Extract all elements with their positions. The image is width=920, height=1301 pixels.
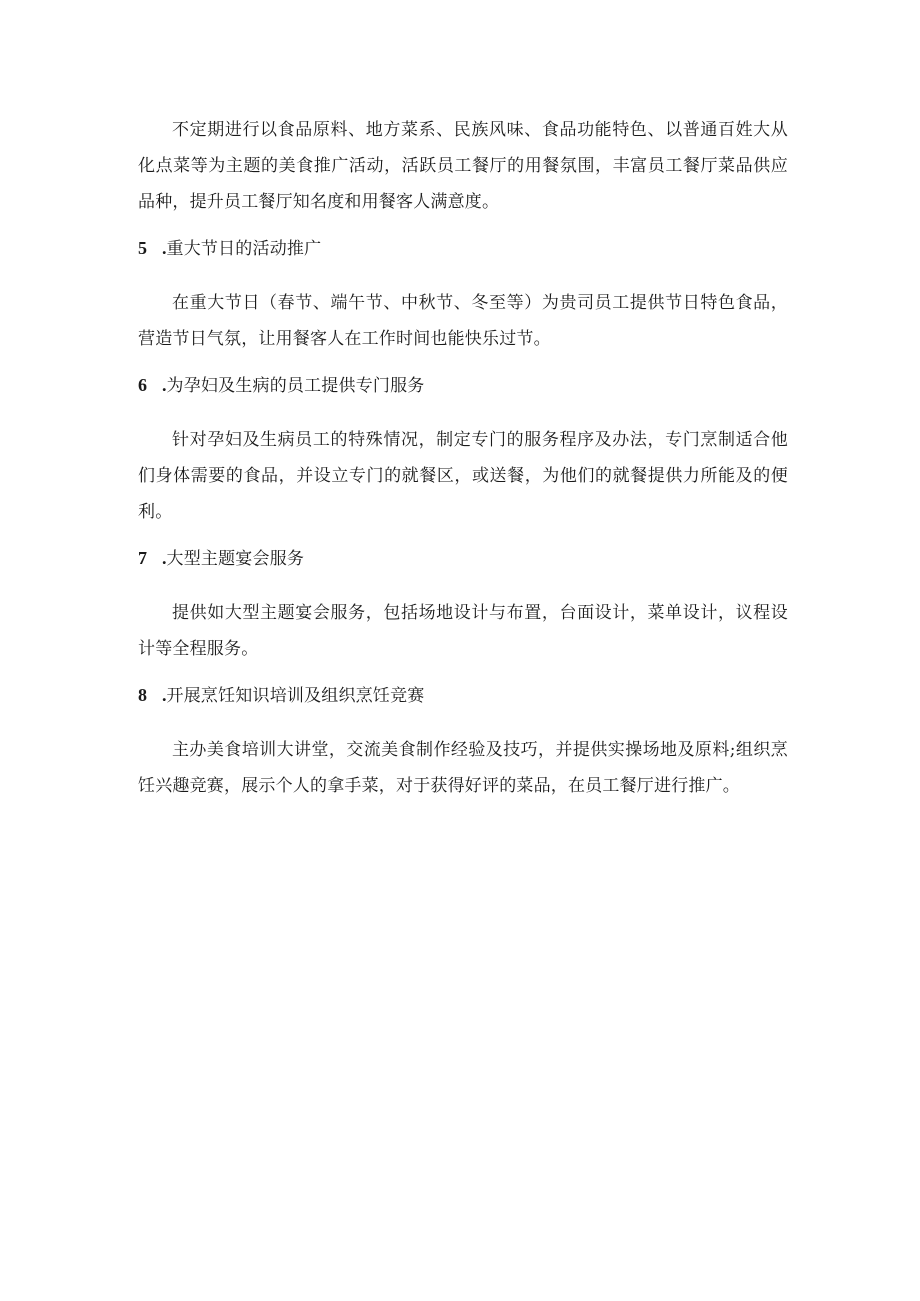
section-title: 重大节日的活动推广 <box>166 239 322 259</box>
section-title: 为孕妇及生病的员工提供专门服务 <box>166 376 425 396</box>
intro-paragraph: 不定期进行以食品原料、地方菜系、民族风味、食品功能特色、以普通百姓大从化点菜等为主题的美食推广活动，活跃员工餐厅的用餐氛围，丰富员工餐厅菜品供应品种，提升员工餐厅知名度和用餐客人满意度。 <box>138 120 788 212</box>
section-number: 7 <box>138 548 147 568</box>
section-separator: . <box>162 685 167 705</box>
section-body: 在重大节日（春节、端午节、中秋节、冬至等）为贵司员工提供节日特色食品，营造节日气氛，让用餐客人在工作时间也能快乐过节。 <box>138 293 788 349</box>
section-5 <box>138 230 788 357</box>
section-heading <box>138 677 788 714</box>
section-number: 5 <box>138 238 147 258</box>
section-8 <box>138 677 788 804</box>
section-6 <box>138 367 788 530</box>
section-separator: . <box>162 375 167 395</box>
section-heading <box>138 230 788 267</box>
section-separator: . <box>162 238 167 258</box>
section-heading <box>138 367 788 404</box>
section-heading <box>138 540 788 577</box>
section-body: 主办美食培训大讲堂，交流美食制作经验及技巧，并提供实操场地及原料;组织烹饪兴趣竞赛，展示个人的拿手菜，对于获得好评的菜品，在员工餐厅进行推广。 <box>138 740 788 796</box>
section-body: 针对孕妇及生病员工的特殊情况，制定专门的服务程序及办法，专门烹制适合他们身体需要的食品，并设立专门的就餐区，或送餐，为他们的就餐提供力所能及的便利。 <box>138 430 788 522</box>
section-title: 开展烹饪知识培训及组织烹饪竞赛 <box>166 686 425 706</box>
document-body <box>138 112 788 804</box>
section-7 <box>138 540 788 667</box>
section-body: 提供如大型主题宴会服务，包括场地设计与布置，台面设计，菜单设计，议程设计等全程服务。 <box>138 603 788 659</box>
section-separator: . <box>162 548 167 568</box>
section-number: 8 <box>138 685 147 705</box>
section-title: 大型主题宴会服务 <box>166 549 305 569</box>
section-number: 6 <box>138 375 147 395</box>
